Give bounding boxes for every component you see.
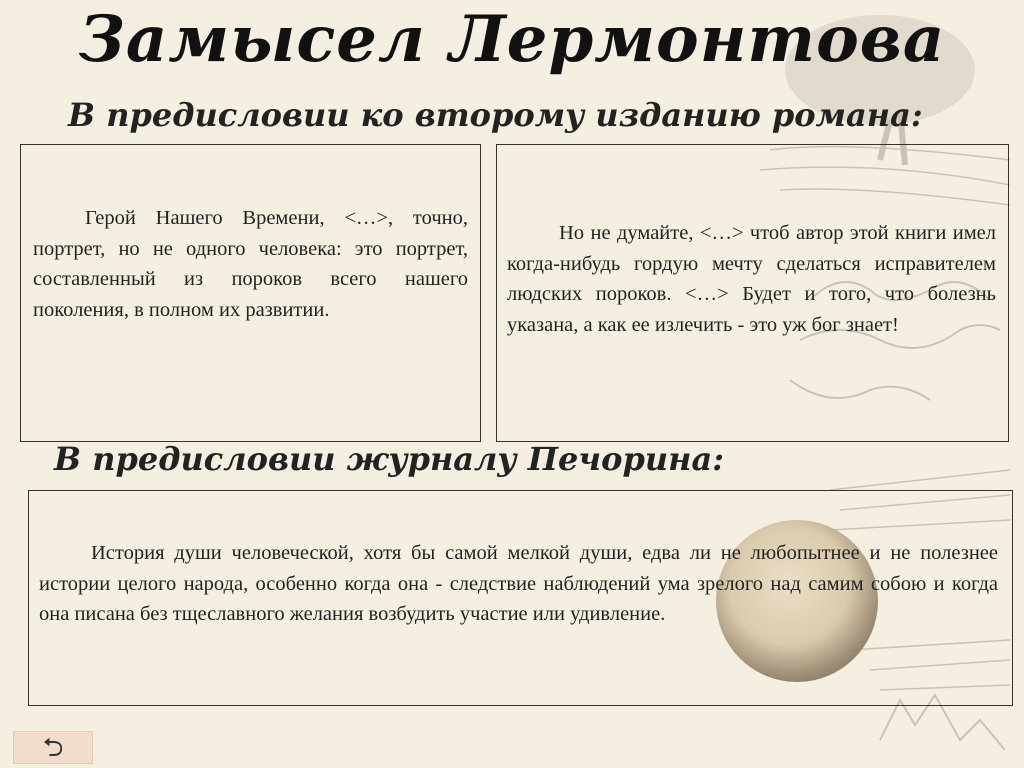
page-title: Замысел Лермонтова (78, 2, 946, 77)
quote-box-journal (28, 490, 1013, 706)
quote-box-left (20, 144, 481, 442)
back-button[interactable] (13, 731, 93, 764)
quote-text-right: Но не думайте, <…> чтоб автор этой книги имел когда-нибудь гордую мечту сделаться исправителем людских пороков. <…> Будет и того, что болезнь указана, а как ее излечить - это уж бог знает! (507, 222, 996, 336)
return-arrow-icon: ⮌ (42, 732, 64, 763)
quote-text-journal: История души человеческой, хотя бы самой мелкой души, едва ли не любопытнее и не полезнее истории целого народа, особенно когда она - следствие наблюдений ума зрелого над самим собою и когда она писана без тщеславного желания возбудить участие или удивление. (39, 542, 998, 625)
section1-heading: В предисловии ко второму изданию романа: (68, 96, 923, 134)
quote-text-left: Герой Нашего Времени, <…>, точно, портрет, но не одного человека: это портрет, составленный из пороков всего нашего поколения, в полном их развитии. (33, 207, 468, 321)
quote-box-right (496, 144, 1009, 442)
section2-heading: В предисловии журналу Печорина: (54, 440, 725, 478)
